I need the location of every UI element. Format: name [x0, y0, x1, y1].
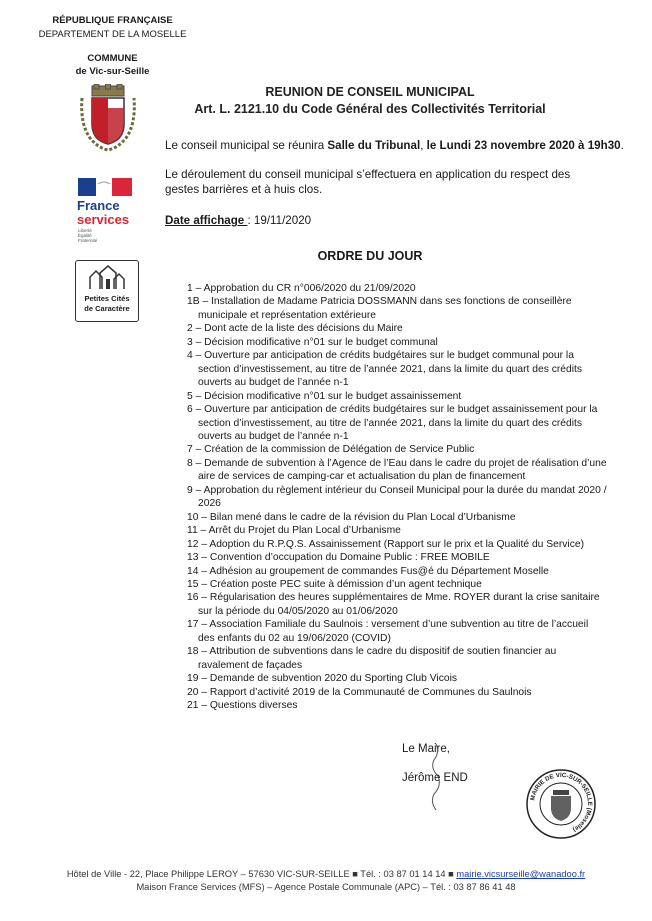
- coat-of-arms-icon: [76, 84, 140, 154]
- meeting-suffix: .: [620, 139, 624, 152]
- petites-cites-logo: [75, 260, 139, 322]
- department-label: DEPARTEMENT DE LA MOSELLE: [38, 29, 187, 40]
- agenda-heading: ORDRE DU JOUR: [317, 249, 423, 263]
- petites-cites-line2: de Caractère: [84, 304, 130, 313]
- document-title: REUNION DE CONSEIL MUNICIPAL: [265, 85, 475, 99]
- agenda-item: 19 – Demande de subvention 2020 du Sporting Club Vicois: [187, 673, 458, 685]
- france-services-line2: services: [77, 212, 130, 227]
- agenda-item: 11 – Arrêt du Projet du Plan Local d’Urbanisme: [187, 525, 401, 537]
- agenda-item: 12 – Adoption du R.P.Q.S. Assainissement (Rapport sur le prix et la Qualité du Service): [187, 538, 585, 550]
- meeting-announcement: [165, 138, 625, 153]
- motto-fraternite: Fraternité: [78, 238, 98, 243]
- agenda-item: 1B – Installation de Madame Patricia DOSSMANN dans ses fonctions de conseillère municipale et représentation extérieure: [187, 296, 572, 321]
- posting-date: [165, 213, 625, 228]
- motto-liberte: Liberté: [78, 228, 92, 233]
- agenda-item: 20 – Rapport d’activité 2019 de la Communauté de Communes du Saulnois: [187, 686, 532, 698]
- houses-icon: [88, 265, 126, 296]
- agenda-item: 6 – Ouverture par anticipation de crédits budgétaires sur le budget assainissement pour la section d’investissement, au titre de l’année 2021, dans la limite du quart des crédits ouverts au budget de l’année n-1: [187, 404, 598, 442]
- mayor-title: Le Maire,: [402, 743, 450, 755]
- agenda-item: 1 – Approbation du CR n°006/2020 du 21/09/2020: [187, 283, 416, 294]
- town-hall-stamp: [525, 768, 597, 840]
- mayor-name: Jérôme END: [402, 772, 468, 784]
- agenda-item: 15 – Création poste PEC suite à démission d’un agent technique: [187, 578, 482, 590]
- posting-value: : 19/11/2020: [247, 214, 312, 227]
- meeting-prefix: Le conseil municipal se réunira: [165, 139, 328, 152]
- footer-address: [0, 868, 652, 881]
- agenda-item: 7 – Création de la commission de Délégation de Service Public: [187, 444, 475, 456]
- agenda-item: 10 – Bilan mené dans le cadre de la révision du Plan Local d’Urbanisme: [187, 511, 516, 523]
- stamp-icon: [525, 768, 597, 840]
- republic-motto: [78, 228, 97, 243]
- petites-cites-line1: Petites Cités: [84, 294, 130, 303]
- motto-egalite: Égalité: [78, 233, 92, 238]
- meeting-middle: ,: [420, 139, 427, 152]
- agenda-item: 13 – Convention d’occupation du Domaine Public : FREE MOBILE: [187, 552, 490, 564]
- meeting-conditions: Le déroulement du conseil municipal s’effectuera en application du respect des gestes barrières et à huis clos.: [165, 168, 571, 196]
- agenda-item: 3 – Décision modificative n°01 sur le budget communal: [187, 336, 438, 348]
- agenda-item: 17 – Association Familiale du Saulnois : versement d’une subvention au titre de l’accueil des enfants du 02 au 19/06/2020 (COVID): [187, 619, 589, 644]
- agenda-item: 2 – Dont acte de la liste des décisions du Maire: [187, 323, 403, 335]
- agenda-item: 16 – Régularisation des heures supplémentaires de Mme. ROYER durant la crise sanitaire sur la période du 04/05/2020 au 01/06/2020: [187, 592, 600, 617]
- agenda-item: 5 – Décision modificative n°01 sur le budget assainissement: [187, 390, 462, 402]
- commune-label: COMMUNE: [87, 53, 138, 64]
- footer-line2: Maison France Services (MFS) – Agence Postale Communale (APC) – Tél. : 03 87 86 41 48: [136, 882, 516, 892]
- agenda-item: 9 – Approbation du règlement intérieur du Conseil Municipal pour la durée du mandat 2020 / 2026: [187, 484, 607, 510]
- marianne-logo-icon: [78, 176, 138, 198]
- agenda-list: [187, 282, 607, 713]
- agenda-item: 21 – Questions diverses: [187, 700, 298, 712]
- commune-name: de Vic-sur-Seille: [75, 66, 150, 77]
- meeting-date: le Lundi 23 novembre 2020 à 19h30: [426, 139, 621, 152]
- agenda-item: 14 – Adhésion au groupement de commandes Fus@é du Département Moselle: [187, 565, 549, 577]
- agenda-item: 8 – Demande de subvention à l’Agence de l’Eau dans le cadre du projet de réalisation d’une aire de services de camping-car et actualisation du plan de financement: [187, 457, 607, 483]
- meeting-location: Salle du Tribunal: [327, 139, 421, 152]
- posting-label: Date affichage: [165, 214, 248, 227]
- footer-email-link[interactable]: mairie.vicsurseille@wanadoo.fr: [456, 869, 586, 879]
- france-services-line1: France: [77, 198, 120, 213]
- footer-line1: Hôtel de Ville - 22, Place Philippe LEROY – 57630 VIC-SUR-SEILLE ■ Tél. : 03 87 01 14 14 ■: [66, 869, 457, 879]
- document-subtitle: Art. L. 2121.10 du Code Général des Collectivités Territorial: [194, 102, 546, 116]
- republic-label: RÉPUBLIQUE FRANÇAISE: [52, 15, 173, 26]
- stamp-text: MAIRIE DE VIC-SUR-SEILLE (Moselle): [529, 771, 594, 833]
- agenda-item: 4 – Ouverture par anticipation de crédits budgétaires sur le budget communal pour la section d’investissement, au titre de l’année 2021, dans la limite du quart des crédits ouverts au budget de l’année n-1: [187, 350, 583, 389]
- agenda-item: 18 – Attribution de subventions dans le cadre du dispositif de soutien financier au ravalement de façades: [187, 646, 557, 671]
